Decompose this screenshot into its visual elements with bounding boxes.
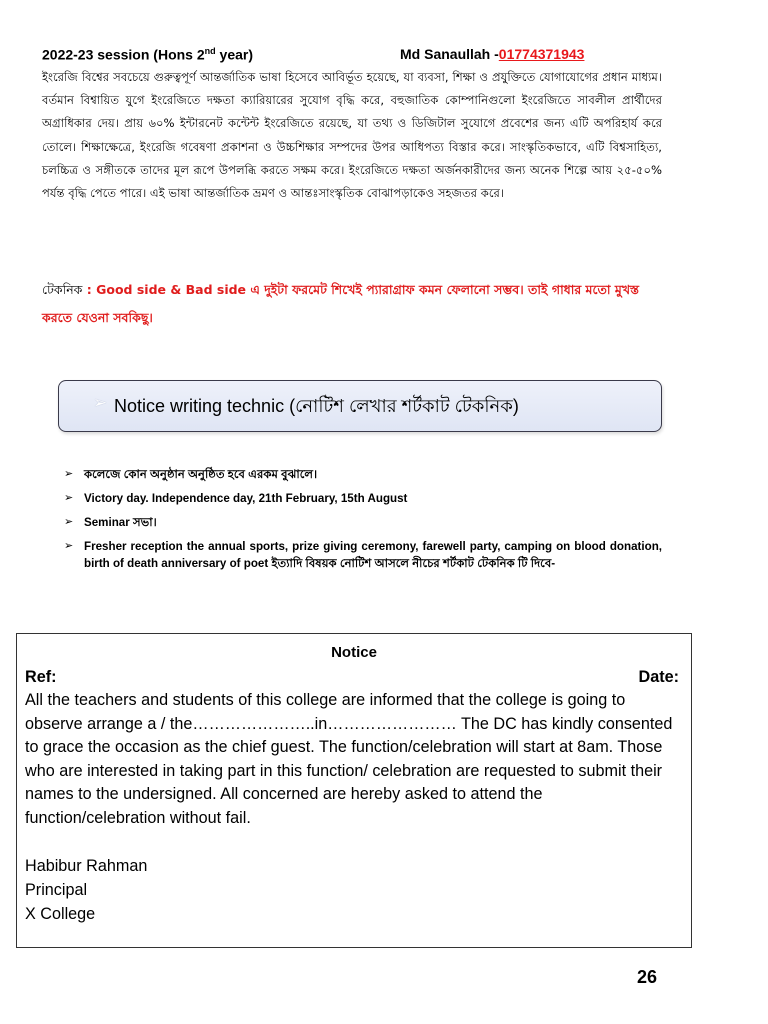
arrow-bullet-icon: ➢	[64, 492, 74, 504]
notice-technic-title: Notice writing technic (নোটিশ লেখার শর্টকাট টেকনিক)	[114, 396, 519, 416]
list-item: ➢ Seminar সভা।	[64, 516, 157, 529]
intro-paragraph: ইংরেজি বিশ্বের সবচেয়ে গুরুত্বপূর্ণ আন্তর্জাতিক ভাষা হিসেবে আবির্ভূত হয়েছে, যা ব্যবসা, শিক্ষা ও প্রযুক্তিতে যোগাযোগের প্রধান মাধ্যম। বর্তমান বিশ্বায়িত যুগে ইংরেজিতে দক্ষতা ক্যারিয়ারের সুযোগ বৃদ্ধি করে, বহুজাতিক কোম্পানিগুলো ইংরেজিতে সাবলীল প্রার্থীদের অগ্রাধিকার দেয়। প্রায় ৬০% ইন্টারনেট কন্টেন্ট ইংরেজিতে রয়েছে, যা তথ্য ও ডিজিটাল সুযোগে প্রবেশের জন্য এটি অপরিহার্য করে তোলে। শিক্ষাক্ষেত্রে, ইংরেজি গবেষণা প্রকাশনা ও উচ্চশিক্ষার সম্পদের উপর আধিপত্য বিস্তার করে। সাংস্কৃতিকভাবে, এটি বিশ্বসাহিত্য, চলচ্চিত্র ও সঙ্গীতকে তাদের মূল রূপে উপলব্ধি করতে সক্ষম করে। ইংরেজিতে দক্ষতা অর্জনকারীদের জন্য অনেক শিল্পে আয় ২৫-৫০% পর্যন্ত বৃদ্ধি পেতে পারে। এই ভাষা আন্তর্জাতিক ভ্রমণ ও আন্তঃসাংস্কৃতিক বোঝাপড়াকেও সহজতর করে।	[42, 70, 662, 201]
list-item: ➢ Victory day. Independence day, 21th February, 15th August	[64, 492, 408, 505]
signature-title: Principal	[25, 881, 88, 899]
signature-institution: X College	[25, 905, 96, 923]
notice-template-box	[16, 633, 692, 948]
signature-name: Habibur Rahman	[25, 857, 148, 875]
author-line	[400, 46, 584, 62]
arrow-bullet-icon: ➢	[93, 393, 108, 413]
list-item: ➢ কলেজে কোন অনুষ্ঠান অনুষ্ঠিত হবে এরকম বুঝালে।	[64, 468, 318, 481]
notice-signature	[25, 854, 147, 926]
arrow-bullet-icon: ➢	[64, 468, 74, 480]
page-number: 26	[637, 967, 658, 987]
technique-text: : Good side & Bad side এ দুইটা ফরমেট শিখেই প্যারাগ্রাফ কমন ফেলানো সম্ভব। তাই গাধার মতো মুখস্ত করতে যেওনা সবকিছু।	[42, 282, 640, 325]
arrow-bullet-icon: ➢	[64, 540, 74, 552]
notice-body: All the teachers and students of this college are informed that the college is going to observe arrange a / the…………………..in…………………… The DC has kindly consented to grace the occasion as the chief guest. The function/celebration will start at 8am. Those who are interested in taking part in this function/ celebration are requested to submit their names to the undersigned. All concerned are hereby asked to attend the function/celebration without fail.	[25, 691, 673, 827]
author-name: Md Sanaullah -	[400, 46, 499, 62]
session-label: 2022-23 session (Hons 2nd year)	[42, 46, 253, 63]
notice-date-label: Date:	[638, 668, 679, 686]
notice-technic-heading-box	[58, 380, 662, 432]
list-item: ➢ Fresher reception the annual sports, prize giving ceremony, farewell party, camping on blood donation, birth of death anniversary of poet ইত্যাদি বিষয়ক নোটিশ আসলে নীচের শর্টকাট টেকনিক টি দিবে-	[64, 540, 662, 570]
author-phone: 01774371943	[498, 46, 585, 62]
technique-note	[42, 276, 664, 332]
arrow-bullet-icon: ➢	[64, 516, 74, 528]
notice-title: Notice	[331, 644, 377, 661]
occasion-bullet-list	[64, 466, 662, 579]
notice-ref-label: Ref:	[25, 668, 57, 686]
technique-label: টেকনিক	[42, 282, 83, 297]
